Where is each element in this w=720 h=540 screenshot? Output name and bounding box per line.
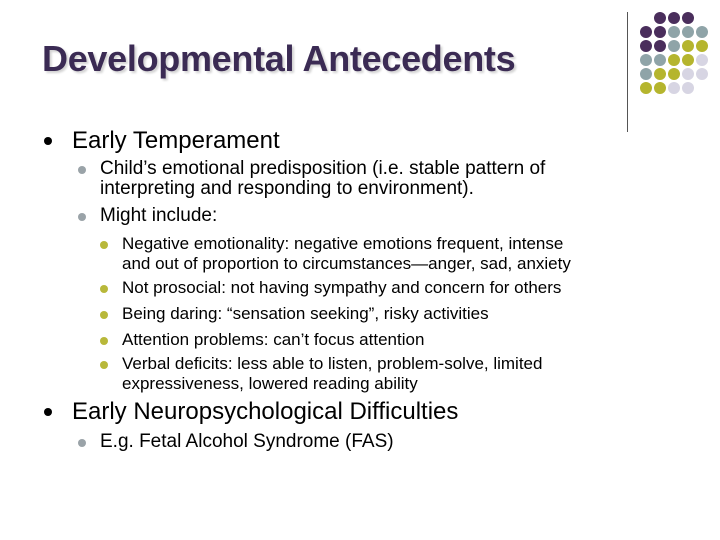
- decor-dot: [654, 26, 666, 38]
- decor-dot: [654, 82, 666, 94]
- decor-dot: [654, 40, 666, 52]
- decor-dot: [668, 40, 680, 52]
- bullet-dot: [78, 213, 86, 221]
- decor-dot: [640, 68, 652, 80]
- bullet-dot: [100, 361, 108, 369]
- decor-dot: [696, 68, 708, 80]
- bullet-label: Early Neuropsychological Difficulties: [72, 398, 459, 425]
- bullet-dot: [78, 166, 86, 174]
- decor-dot: [654, 54, 666, 66]
- bullet-dot: [100, 311, 108, 319]
- detail-line: expressiveness, lowered reading ability: [122, 374, 418, 393]
- decor-dot: [640, 26, 652, 38]
- decor-dot: [682, 26, 694, 38]
- bullet-dot: [44, 137, 52, 145]
- decor-dot: [696, 40, 708, 52]
- sub-bullet-line: interpreting and responding to environment).: [100, 178, 474, 199]
- sub-bullet-line: Child’s emotional predisposition (i.e. stable pattern of: [100, 158, 546, 179]
- decor-dot: [696, 26, 708, 38]
- decor-dot: [682, 54, 694, 66]
- decor-dot: [654, 12, 666, 24]
- decor-dot: [668, 12, 680, 24]
- bullet-dot: [100, 241, 108, 249]
- detail-line: and out of proportion to circumstances—anger, sad, anxiety: [122, 254, 571, 273]
- decor-dot: [668, 26, 680, 38]
- bullet-dot: [100, 285, 108, 293]
- bullet-dot: [100, 337, 108, 345]
- decor-dot: [682, 40, 694, 52]
- decor-dot: [682, 82, 694, 94]
- decor-dot: [640, 82, 652, 94]
- decor-dot: [640, 54, 652, 66]
- decor-dot: [682, 12, 694, 24]
- detail-line: Verbal deficits: less able to listen, problem-solve, limited: [122, 354, 543, 373]
- sub-bullet-line: E.g. Fetal Alcohol Syndrome (FAS): [100, 431, 394, 452]
- detail-line: Being daring: “sensation seeking”, risky activities: [122, 304, 489, 323]
- decor-dot: [682, 68, 694, 80]
- detail-line: Negative emotionality: negative emotions frequent, intense: [122, 234, 564, 253]
- detail-line: Not prosocial: not having sympathy and concern for others: [122, 278, 562, 297]
- decor-dot: [668, 82, 680, 94]
- slide-title: Developmental Antecedents: [42, 38, 516, 79]
- detail-line: Attention problems: can’t focus attention: [122, 330, 425, 349]
- decor-dot: [668, 54, 680, 66]
- decor-dot: [668, 68, 680, 80]
- divider-line: [627, 12, 628, 132]
- decor-dot: [654, 68, 666, 80]
- decor-dot: [640, 40, 652, 52]
- bullet-label: Early Temperament: [72, 127, 280, 154]
- bullet-dot: [78, 439, 86, 447]
- decor-dot: [696, 54, 708, 66]
- bullet-dot: [44, 408, 52, 416]
- sub-bullet-line: Might include:: [100, 205, 218, 226]
